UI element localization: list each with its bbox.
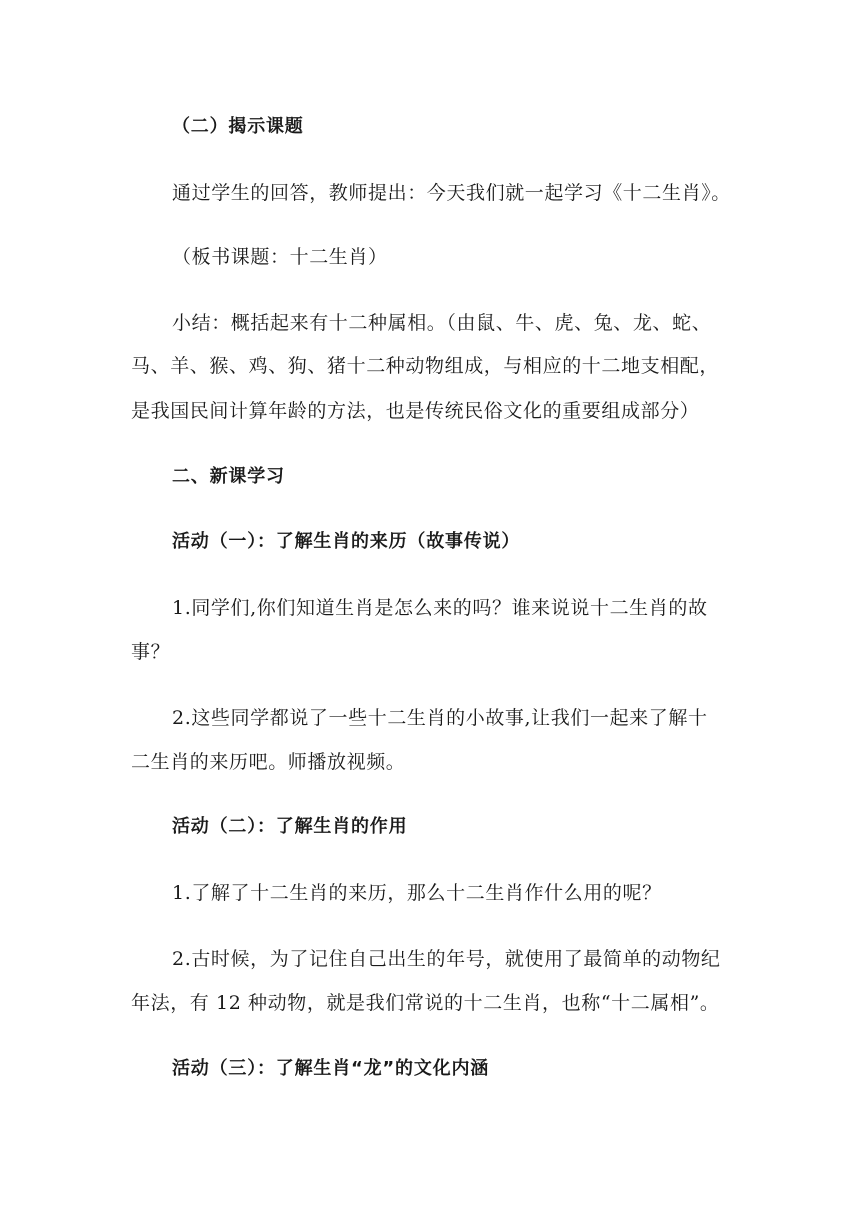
activity-1-item-1-line-2: 事？ <box>131 641 171 663</box>
reveal-paragraph: 通过学生的回答，教师提出：今天我们就一起学习《十二生肖》。 <box>172 182 731 204</box>
summary-line-3: 是我国民间计算年龄的方法，也是传统民俗文化的重要组成部分） <box>131 400 700 422</box>
activity-2-item-1: 1.了解了十二生肖的来历，那么十二生肖作什么用的呢？ <box>172 882 662 904</box>
activity-1-item-1-line-1: 1.同学们,你们知道生肖是怎么来的吗？谁来说说十二生肖的故 <box>172 597 708 619</box>
activity-1-item-2-line-2: 二生肖的来历吧。师播放视频。 <box>131 751 406 773</box>
activity-1-title: 活动（一）：了解生肖的来历（故事传说） <box>172 531 521 552</box>
section-two-title: 二、新课学习 <box>172 466 285 487</box>
activity-3-title: 活动（三）：了解生肖“龙”的文化内涵 <box>172 1058 490 1079</box>
activity-2-item-2-line-2: 年法，有 12 种动物，就是我们常说的十二生肖，也称“十二属相”。 <box>131 992 720 1014</box>
activity-1-item-2-line-1: 2.这些同学都说了一些十二生肖的小故事,让我们一起来了解十 <box>172 707 708 729</box>
summary-line-2: 马、羊、猴、鸡、狗、猪十二种动物组成，与相应的十二地支相配， <box>131 355 720 377</box>
section-reveal-title: （二）揭示课题 <box>172 116 304 137</box>
board-note: （板书课题：十二生肖） <box>172 246 388 268</box>
activity-2-title: 活动（二）：了解生肖的作用 <box>172 816 408 837</box>
summary-line-1: 小结：概括起来有十二种属相。（由鼠、牛、虎、兔、龙、蛇、 <box>172 312 712 334</box>
activity-2-item-2-line-1: 2.古时候，为了记住自己出生的年号，就使用了最简单的动物纪 <box>172 948 721 970</box>
